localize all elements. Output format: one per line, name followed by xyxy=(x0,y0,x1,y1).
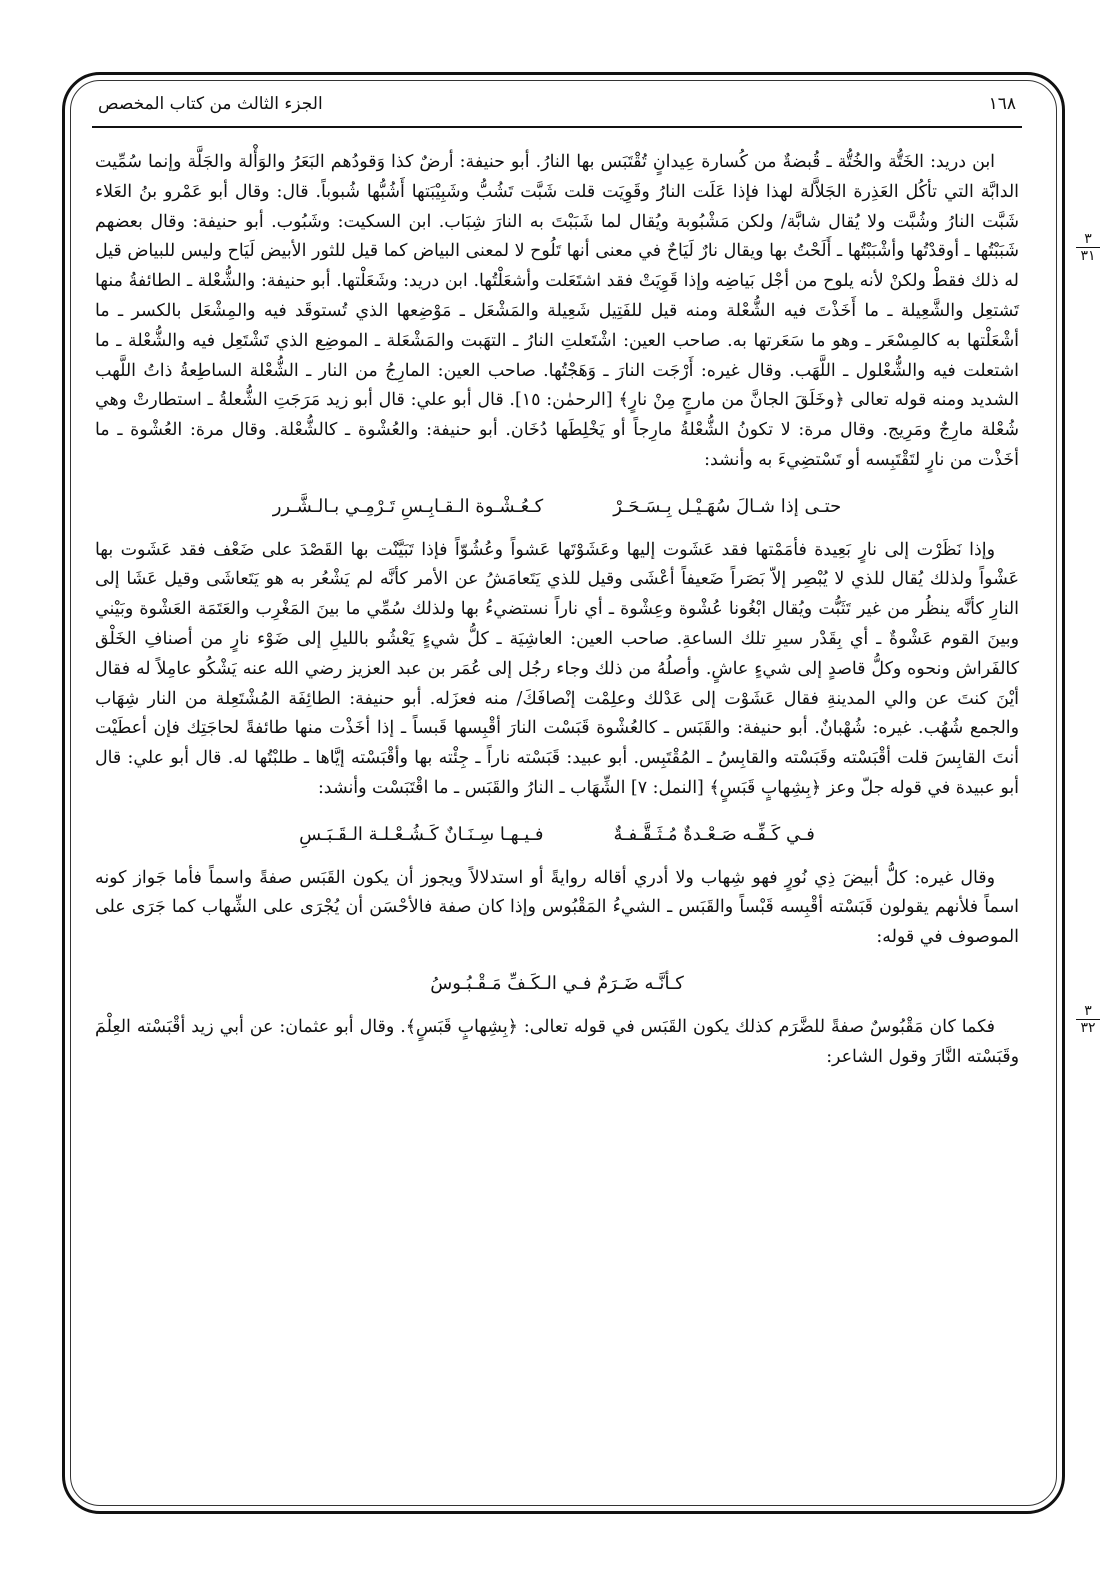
poem-verse-3 xyxy=(95,969,1019,999)
running-title: الجزء الثالث من كتاب المخصص xyxy=(98,94,323,114)
poem-verse-2 xyxy=(95,820,1019,850)
header-rule xyxy=(92,126,1022,128)
margin-note-1-top: ٣ xyxy=(1084,231,1092,247)
poem-2-second-hemistich: فـيـهـا سِـنَـانٌ كَـشُـعْـلـة الـقَـبَـسِ xyxy=(299,823,544,845)
page-header xyxy=(92,90,1022,120)
paragraph-2: وإذا نَظَرْت إلى نارٍ بَعِيدة فأمَمْتها فقد عَشَوت إليها وعَشَوْتَها عَشواً وعُشُوّاً فإذا تَبَيَّنْت بها القَصْدَ على ضَعْف فقد عَشَوت بها عَشْواً ولذلك يُقال للذي لا يُبْصِر إلاّ بَصَراً ضَعيفاً أعْشَى وقيل للذي يَتَعامَشُ عن الأمر كأنَّه لم يَشْعُر به هو يَتَعاشَى وقيل عَشَا إلى النارِ كأنَّه ينظُر من غير تَثَبُّت ويُقال ابْغُونا عُشْوة وعِشْوة ـ أي ناراً نستضيءُ بها ولذلك سُمِّي ما بينَ المَغْرِب والعَتَمَة العَشْوة وبَيْني وبينَ القوم عَشْوةٌ ـ أي بِقَدْر سيرِ تلك الساعةِ. صاحب العين: العاشِيَة ـ كلُّ شيءٍ يَعْشُو بالليلِ إلى ضَوْء نارٍ من أصنافِ الخَلْق كالفَراش ونحوه وكلُّ قاصدٍ إلى شيءٍ عاشٍ. وأصلُهُ من ذلك وجاء رجُل إلى عُمَر بن عبد العزيز رضي الله عنه يَشْكُو عامِلاً له فقال أيْنَ كنتَ عن والي المدينةِ فقال عَشَوْت إلى عَدْلك وعلِمْت إنْصافَكَ/ منه فعزَله. أبو حنيفة: الطائِفَة المُشْتَعِلة من النار شِهَاب والجمع شُهُب. غيره: شُهْبانٌ. أبو حنيفة: والقَبَس ـ كالعُشْوة قَبَسْت النارَ أقْبِسها قَبساً ـ إذا أخَذْت منها طائفةً لحاجَتِك فإن أعطَيْت أنتَ القابِسَ قلت أقْبَسْته وقَبَسْته والقابِسُ ـ المُقْتَبِس. أبو عبيد: قَبَسْته ناراً ـ جِئْته بها وأقْبَسْته إيَّاها ـ طلبْتُها له. قال أبو علي: قال أبو عبيدة في قوله جلّ وعز ﴿بِشِهابٍ قَبَسٍ﴾ [النمل: ٧] الشِّهَاب ـ النارُ والقَبَس ـ ما اقْتَبَسْت وأنشد: xyxy=(95,539,1019,798)
paragraph-4: فكما كان مَقْبُوسٌ صفةً للضَّرَم كذلك يكون القَبَس في قوله تعالى: ﴿بِشِهابٍ قَبَسٍ﴾. وقال أبو عثمان: عن أبي زيد أقْبَسْته العِلْمَ وقَبَسْته النَّارَ وقول الشاعر: xyxy=(95,1016,1019,1067)
poem-verse-1 xyxy=(95,492,1019,522)
poem-1-second-hemistich: كـعُـشْـوة الـقـابِـسِ تَـرْمِـي بـالـشَّـرر xyxy=(272,495,544,517)
margin-note-1-bottom: ٣١ xyxy=(1080,248,1096,264)
margin-note-2 xyxy=(1074,1004,1102,1035)
page-number: ١٦٨ xyxy=(988,94,1016,114)
poem-1-first-hemistich: حتـى إذا شـالَ سُهَـيْـل بِـسَـحَـرْ xyxy=(613,495,842,517)
margin-note-2-top: ٣ xyxy=(1084,1003,1092,1019)
poem-2-first-hemistich: فـي كَـفِّـه صَـعْـدةٌ مُـثَـقَّـفـةٌ xyxy=(613,823,815,845)
paragraph-3: وقال غيره: كلُّ أبيضَ ذِي نُورٍ فهو شِهاب ولا أدري أقاله روايةً أو استدلالاً ويجوز أن يكون القَبَس صفةً واسماً فأما جَواز كونه اسماً فلأنهم يقولون قَبَسْته أقْبِسه قَبْساً والقَبَس ـ الشيءُ المَقْبُوس وإذا كان صفة فالأحْسَن أن يُجْرَى على الشِّهاب كما جَرَى على الموصوف في قوله: xyxy=(95,867,1019,948)
margin-note-1 xyxy=(1074,232,1102,263)
page-body xyxy=(95,148,1019,1072)
paragraph-1: ابن دريد: الخَتُّة والخُتُّة ـ قُبضةٌ من كُسارة عِيدانٍ تُقْتَبَس بها النارُ. أبو حنيفة: أرضٌ كذا وَقودُهم البَعَرُ والوَأْلة والجَلَّة وإنما سُمِّيت الدابَّة التي تأكُل العَذِرة الجَلاَّلة لهذا فإذا عَلَت النارُ وقَوِيَت قلت شَبَّت تَشُبُّ وشَبِيْبَتها أَشُبُّها شُبوباً. قال: وقال أبو عَمْرو بنُ العَلاء شَبَّت النارُ وشُبَّت ولا يُقال شابَّة/ ولكن مَشْبُوبة ويُقال لما شَبَبْتَ به النارَ شِبَاب. ابن السكيت: وشَبُوب. أبو حنيفة: وقال بعضهم شَبَبْتُها ـ أوقدْتُها وأشْبَبْتُها ـ أَلَحْتُ بها ويقال نارٌ لَيَاحٌ في معنى أنها تَلُوح لا لمعنى البياض كما قيل للثور الأبيض لَيَاح وليس للبياض قيل له ذلك فقطْ ولكنْ لأنه يلوح من أجْل بَياضِه وإذا قَوِيَتْ فقد اشتَعَلت وأشعَلْتُها. ابن دريد: وشَعَلْتها. أبو حنيفة: والشُّعْلة ـ الطائفةُ منها تَشتعِل والشَّعِيلة ـ ما أَخَذْتَ فيه الشُّعْلة ومنه قيل للفَتِيل شَعِيلة والمَشْعَل ـ مَوْضِعها الذي تُستوقَد فيه والمِشْعَل بالكسر ـ ما أشْعَلْتها به كالمِسْعَر ـ وهو ما سَعَرتها به. صاحب العين: اشْتَعلتِ النارُ ـ التهَبت والمَشْعَلة ـ الموضِع الذي تَشْتَعِل فيه والشُّعْلة ـ ما اشتعلت فيه والشُّعْلول ـ اللَّهَب. وقال غيره: أَرْجَت النارَ ـ وَهَجْتُها. صاحب العين: المارِجُ من النار ـ الشُّعْلة الساطِعةُ ذاتُ اللَّهب الشديد ومنه قوله تعالى ﴿وخَلَقَ الجانَّ من مارجٍ مِنْ نارٍ﴾ [الرحمٰن: ١٥]. قال أبو علي: قال أبو زيد مَرَجَتِ الشُّعلةُ ـ استطارتْ وهي شُعْلة مارِجٌ ومَرِيج. وقال مرة: لا تكونُ الشُّعْلةُ مارِجاً أو يَخْلِطَها دُخَان. أبو حنيفة: والعُشْوة ـ كالشُّعْلة. وقال مرة: العُشْوة ـ ما أخَذْت من نارٍ لتَقْتَبِسه أو تَسْتضِيءَ به وأنشد: xyxy=(95,152,1019,470)
poem-3-line: كـأنَّـه ضَـرَمٌ فـي الـكَـفِّ مَـقْـبُـوسُ xyxy=(430,972,684,994)
margin-note-2-bottom: ٣٢ xyxy=(1080,1020,1096,1036)
